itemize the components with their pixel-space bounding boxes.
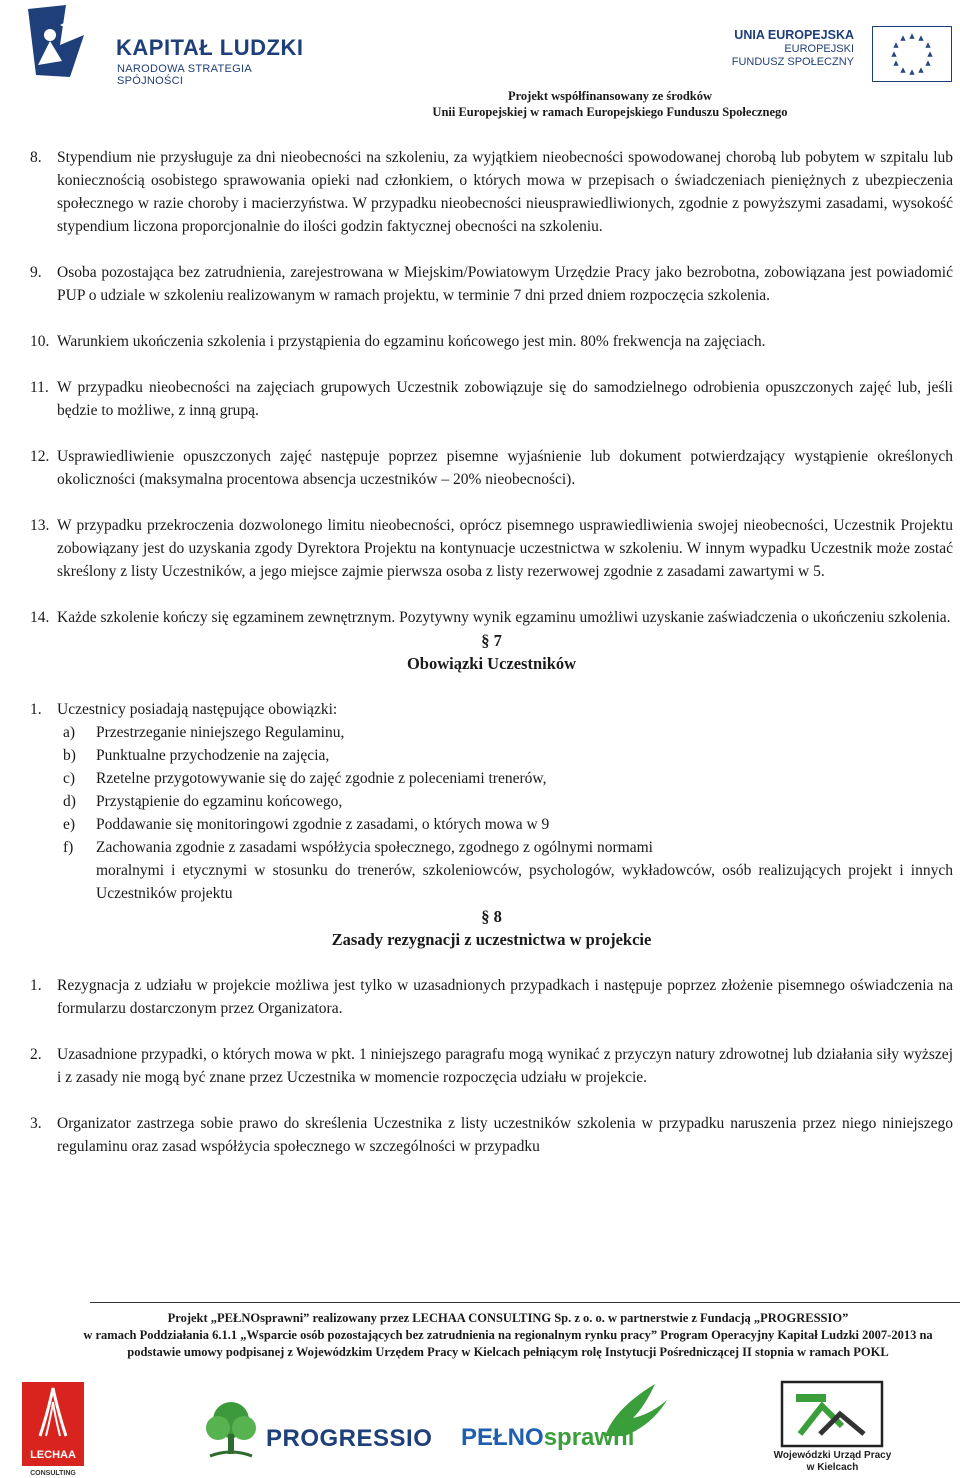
- item-number: 1.: [30, 701, 42, 718]
- list-item: [30, 445, 953, 491]
- obligation-item-continuation: moralnymi i etycznymi w stosunku do trenerów, szkoleniowców, psychologów, wykładowców, osób realizujących projekt i innych Uczestników projektu: [96, 862, 953, 902]
- section-8-title: Zasady rezygnacji z uczestnictwa w projekcie: [331, 930, 652, 949]
- item-letter: b): [63, 747, 76, 764]
- item-text: Uzasadnione przypadki, o których mowa w pkt. 1 niniejszego paragrafu mogą wynikać z przyczyn natury zdrowotnej lub działania siły wyższej i z zasady nie mogą być znane przez Uczestnika w momencie rozpoczęcia udziału w projekcie.: [57, 1046, 953, 1086]
- obligation-item: [30, 790, 953, 813]
- progressio-logo: [200, 1398, 433, 1468]
- item-text: Uczestnicy posiadają następujące obowiązki:: [57, 701, 338, 718]
- item-number: 9.: [30, 264, 42, 281]
- kapital-ludzki-logo: [26, 5, 316, 87]
- list-item: [30, 330, 953, 353]
- item-text: W przypadku przekroczenia dozwolonego limitu nieobecności, oprócz pisemnego usprawiedliwienia swojej nieobecności, Uczestnik Projektu zobowiązany jest do uzyskania zgody Dyrektora Projektu na kontynuacje uczestnictwa w szkoleniu. W innym wypadku Uczestnik może zostać skreślony z listy Uczestników, a jego miejsce zajmie pierwsza osoba z listy rezerwowej zgodnie z zasadami zawartymi w 5.: [57, 517, 953, 580]
- document-body: [30, 146, 953, 1158]
- efs-label: [732, 43, 854, 69]
- item-text: Poddawanie się monitoringowi zgodnie z zasadami, o których mowa w 9: [96, 816, 550, 833]
- pelnosprawni-name: PEŁNOsprawni: [461, 1424, 635, 1451]
- kapital-ludzki-title: KAPITAŁ LUDZKI: [116, 35, 304, 60]
- wup-emblem-icon: [760, 1380, 905, 1450]
- section-7-number: § 7: [481, 631, 502, 650]
- item-text: Stypendium nie przysługuje za dni nieobecności na szkoleniu, za wyjątkiem nieobecności spowodowanej chorobą lub pobytem w szpitalu lub koniecznością osobistego sprawowania opieki nad członkiem, o których mowa w przepisach o świadczeniach pieniężnych z ubezpieczenia społecznego w razie choroby i macierzyństwa. W przypadku nieobecności nieusprawiedliwionych, zgodnie z powyższymi zasadami, wysokość stypendium liczona proporcjonalnie do ilości godzin faktycznej obecności na szkoleniu.: [57, 149, 953, 235]
- list-item: [30, 261, 953, 307]
- efs-label-line2: FUNDUSZ SPOŁECZNY: [731, 56, 854, 68]
- item-letter: e): [63, 816, 76, 833]
- page-header: [0, 0, 960, 130]
- item-text: W przypadku nieobecności na zajęciach grupowych Uczestnik zobowiązuje się do samodzielnego odrobienia opuszczonych zajęć lub, jeśli będzie to możliwe, z inną grupą.: [57, 379, 953, 419]
- lechaa-name: LECHAA: [22, 1444, 84, 1466]
- item-number: 8.: [30, 149, 42, 166]
- item-text: Osoba pozostająca bez zatrudnienia, zarejestrowana w Miejskim/Powiatowym Urzędzie Pracy jako bezrobotna, zobowiązana jest powiadomić PUP o udziale w szkoleniu realizowanym w ramach projektu, w terminie 7 dni przed dniem rozpoczęcia szkolenia.: [57, 264, 953, 304]
- obligation-item: [30, 767, 953, 790]
- pelnosprawni-logo: [455, 1378, 675, 1470]
- item-letter: f): [63, 839, 74, 856]
- list-item: [30, 146, 953, 238]
- paragraph-sign-icon: §: [481, 907, 490, 926]
- list-item: [30, 376, 953, 422]
- item-letter: c): [63, 770, 76, 787]
- obligation-item: [30, 813, 953, 836]
- efs-label-line1: EUROPEJSKI: [784, 43, 854, 55]
- tree-icon: [200, 1398, 262, 1464]
- item-number: 12.: [30, 448, 50, 465]
- item-text: Organizator zastrzega sobie prawo do skreślenia Uczestnika z listy uczestników szkolenia w przypadku naruszenia przez niego niniejszego regulaminu oraz zasad współżycia społecznego w szczególności w przypadku: [57, 1115, 953, 1155]
- item-letter: a): [63, 724, 76, 741]
- wup-name-line2: w Kielcach: [806, 1462, 859, 1473]
- eu-label: UNIA EUROPEJSKA: [734, 28, 854, 42]
- obligation-item: [30, 744, 953, 767]
- list-item: [30, 606, 953, 629]
- section-8-number: § 8: [481, 907, 502, 926]
- item-number: 13.: [30, 517, 50, 534]
- footer-line1: Projekt „PEŁNOsprawni” realizowany przez LECHAA CONSULTING Sp. z o. o. w partnerstwie z Fundacją „PROGRESSIO”: [167, 1311, 849, 1325]
- kapital-ludzki-subtitle: NARODOWA STRATEGIA SPÓJNOŚCI: [117, 63, 252, 87]
- footer-line2: w ramach Poddziałania 6.1.1 „Wsparcie osób pozostających bez zatrudnienia na regionalnym rynku pracy” Program Operacyjny Kapitał Ludzki 2007-2013 na podstawie umowy podpisanej z Wojewódzkim Urzędem Pracy w Kielcach pełniącym rolę Instytucji Pośredniczącej II stopnia w ramach POKL: [83, 1328, 933, 1359]
- wup-logo: [760, 1380, 905, 1476]
- list-item: [30, 1043, 953, 1089]
- item-text: Punktualne przychodzenie na zajęcia,: [96, 747, 330, 764]
- obligations-intro: [30, 698, 953, 721]
- partner-logos: [0, 1378, 960, 1478]
- footer-divider: [90, 1302, 960, 1303]
- item-text: Przystąpienie do egzaminu końcowego,: [96, 793, 343, 810]
- cofinancing-note: [260, 88, 960, 120]
- cofinancing-line2: Unii Europejskiej w ramach Europejskiego Funduszu Społecznego: [432, 105, 788, 119]
- wup-name: [760, 1450, 905, 1474]
- wup-name-line1: Wojewódzki Urząd Pracy: [773, 1450, 892, 1461]
- obligation-item: [30, 721, 953, 744]
- eu-logo: [731, 26, 952, 86]
- item-text: Usprawiedliwienie opuszczonych zajęć następuje poprzez pisemne wyjaśnienie lub dokument potwierdzający wystąpienie określonych okoliczności (maksymalna procentowa absencja uczestników – 20% nieobecności).: [57, 448, 953, 488]
- list-item: [30, 974, 953, 1020]
- kapital-ludzki-emblem-icon: [26, 5, 90, 77]
- cofinancing-line1: Projekt współfinansowany ze środków: [507, 89, 713, 103]
- obligation-item: [30, 836, 953, 859]
- item-text: Każde szkolenie kończy się egzaminem zewnętrznym. Pozytywny wynik egzaminu umożliwi uzyskanie zaświadczenia o ukończeniu szkolenia.: [57, 609, 951, 626]
- list-item: [30, 1112, 953, 1158]
- lechaa-subname: CONSULTING: [30, 1470, 76, 1477]
- item-text: Rezygnacja z udziału w projekcie możliwa jest tylko w uzasadnionych przypadkach i następuje poprzez złożenie pisemnego oświadczenia na formularzu dostarczonym przez Organizatora.: [57, 977, 953, 1017]
- footer-project-info: [56, 1310, 960, 1361]
- item-number: 14.: [30, 609, 50, 626]
- lechaa-emblem-icon: [22, 1382, 84, 1444]
- progressio-name: PROGRESSIO: [266, 1425, 433, 1452]
- item-text: Warunkiem ukończenia szkolenia i przystąpienia do egzaminu końcowego jest min. 80% frekwencja na zajęciach.: [57, 333, 766, 350]
- lechaa-logo: [22, 1382, 84, 1478]
- list-item: [30, 514, 953, 583]
- eu-flag-icon: [872, 26, 952, 82]
- item-number: 3.: [30, 1115, 42, 1132]
- item-number: 11.: [30, 379, 49, 396]
- item-text: Rzetelne przygotowywanie się do zajęć zgodnie z poleceniami trenerów,: [96, 770, 547, 787]
- item-number: 2.: [30, 1046, 42, 1063]
- item-letter: d): [63, 793, 76, 810]
- item-number: 10.: [30, 333, 50, 350]
- item-text: Przestrzeganie niniejszego Regulaminu,: [96, 724, 345, 741]
- section-7-title: Obowiązki Uczestników: [406, 654, 577, 673]
- paragraph-sign-icon: §: [481, 631, 490, 650]
- item-text: Zachowania zgodnie z zasadami współżycia społecznego, zgodnego z ogólnymi normami: [96, 839, 653, 856]
- item-number: 1.: [30, 977, 42, 994]
